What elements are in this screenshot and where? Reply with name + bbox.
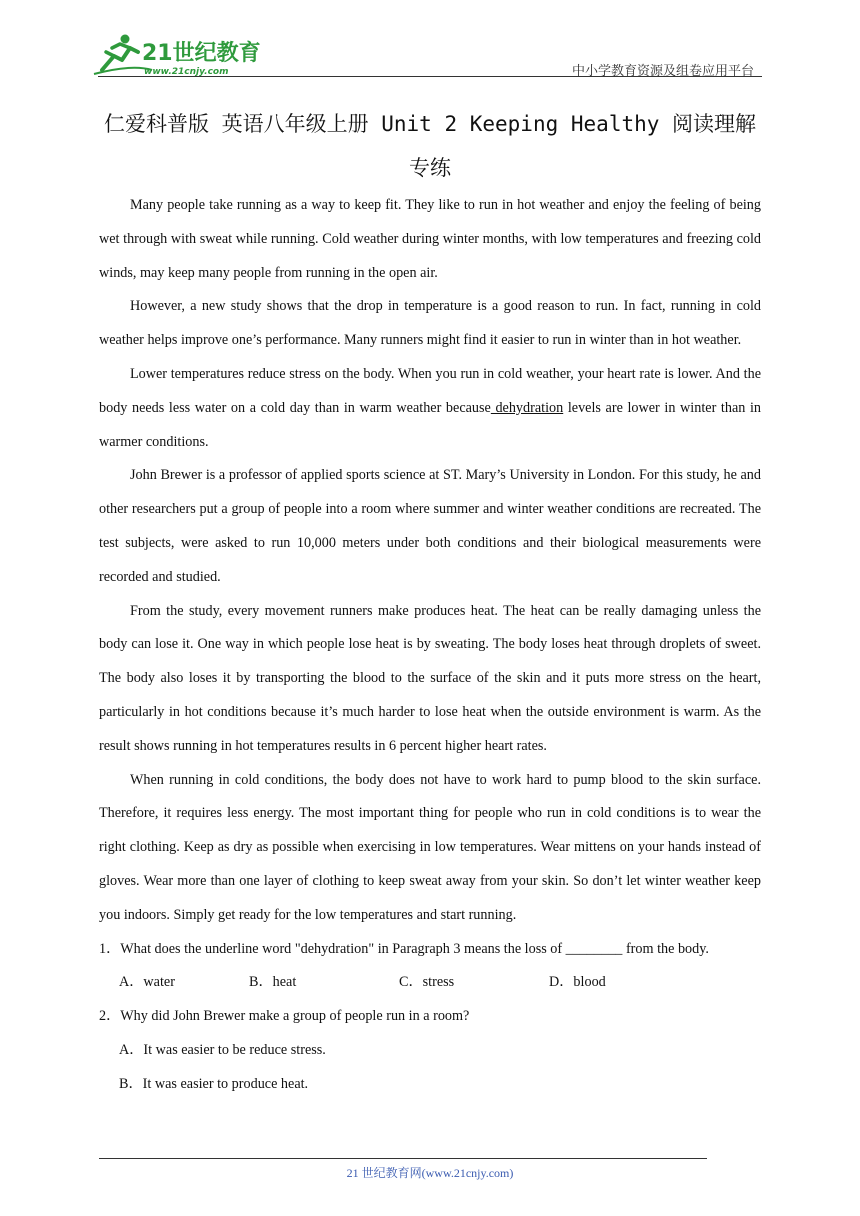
option-d: D．blood (549, 974, 606, 991)
underlined-word: dehydration (490, 399, 564, 416)
paragraph-4: John Brewer is a professor of applied sports science at ST. Mary’s University in London. For this study, he and other researchers put a group of people into a room where summer and winter weather conditions are recreated. The test subjects, were asked to run 10,000 meters under both conditions and their biological measurements were recorded and studied. (99, 467, 761, 585)
paragraph-6: When running in cold conditions, the body does not have to work hard to pump blood to the skin surface. Therefore, it requires less energy. The most important thing for people who run in cold conditions is to wear the right clothing. Keep as dry as possible when exercising in low temperatures. Wear mittens on your hands instead of gloves. Wear more than one layer of clothing to keep sweat away from your skin. So don’t let winter weather keep you indoors. Simply get ready for the low temperatures and start running. (99, 771, 761, 923)
question-2: 2．Why did John Brewer make a group of people run in a room? (99, 1008, 470, 1025)
option-a: A．water (119, 974, 175, 991)
question-1-options (99, 966, 761, 1000)
option-c: C．stress (399, 974, 455, 991)
platform-tagline: 中小学教育资源及组卷应用平台 (571, 64, 754, 79)
paragraph-2: However, a new study shows that the drop in temperature is a good reason to run. In fact, running in cold weather helps improve one’s performance. Many runners might find it easier to run in winter than in hot weather. (99, 298, 761, 349)
header-divider (98, 76, 762, 77)
runner-logo-icon (92, 30, 262, 78)
paragraph-1: Many people take running as a way to keep fit. They like to run in hot weather and enjoy the feeling of being wet through with sweat while running. Cold weather during winter months, with low temperatures and freezing cold winds, may keep many people from running in the open air. (99, 197, 761, 281)
paragraph-3-text-b: levels are lower in winter than in warmer conditions. (99, 399, 761, 450)
paragraph-5: From the study, every movement runners make produces heat. The heat can be really damaging unless the body can lose it. One way in which people lose heat is by sweating. The body loses heat through droplets of sweet. The body also loses it by transporting the blood to the surface of the skin and it puts more stress on the heart, particularly in hot conditions because it’s much harder to lose heat when the outside environment is warm. As the result shows running in hot temperatures results in 6 percent higher heart rates. (99, 602, 761, 754)
document-title: 仁爱科普版 英语八年级上册 Unit 2 Keeping Healthy 阅读理解 专练 (103, 112, 757, 180)
question-1: 1．What does the underline word "dehydration" in Paragraph 3 means the loss of ________ from the body. (99, 940, 709, 957)
page-header (0, 0, 860, 82)
paragraph-3 (99, 358, 761, 459)
option-a: A．It was easier to be reduce stress. (119, 1041, 326, 1058)
logo-text: 21世纪教育 (142, 41, 261, 66)
logo-url: www.21cnjy.com (144, 67, 229, 77)
document-body (99, 189, 761, 1102)
paragraph-3-text-a: Lower temperatures reduce stress on the body. When you run in cold weather, your heart rate is lower. And the body needs less water on a cold day than in warm weather because (99, 365, 761, 416)
footer-text: 21 世纪教育网(www.21cnjy.com) (346, 1166, 514, 1180)
option-b: B．It was easier to produce heat. (119, 1075, 309, 1092)
option-b: B．heat (249, 974, 297, 991)
footer-divider (99, 1158, 707, 1159)
site-logo (92, 30, 262, 78)
